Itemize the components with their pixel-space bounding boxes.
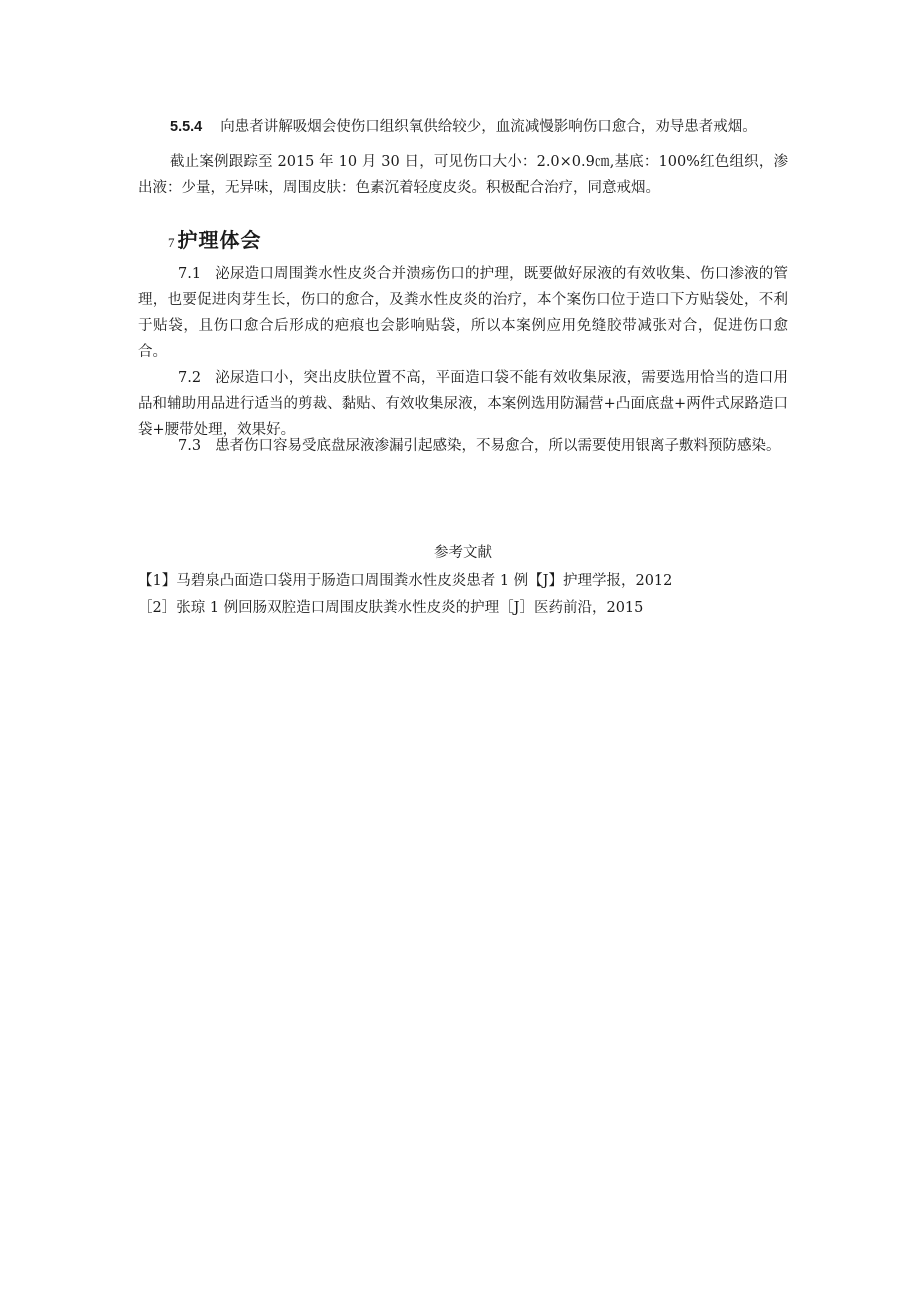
reference-entry: ［2］张琼 1 例回肠双腔造口周围皮肤粪水性皮炎的护理［J］医药前沿，2015 xyxy=(138,600,644,616)
paragraph-text: 患者伤口容易受底盘尿液渗漏引起感染，不易愈合，所以需要使用银离子敷料预防感染。 xyxy=(215,438,781,454)
paragraph-followup xyxy=(138,149,788,201)
item-number: 7.2 xyxy=(178,370,202,386)
heading-number: 7 xyxy=(168,235,175,250)
paragraph-7-1 xyxy=(138,261,788,365)
section-heading xyxy=(168,226,262,257)
reference-entry: 【1】马碧泉凸面造口袋用于肠造口周围粪水性皮炎患者 1 例【J】护理学报，2012 xyxy=(138,573,673,589)
section-number: 5.5.4 xyxy=(170,119,203,135)
heading-title: 护理体会 xyxy=(177,228,262,252)
paragraph-7-2 xyxy=(138,365,788,443)
references-title: 参考文献 xyxy=(434,545,492,561)
item-number: 7.1 xyxy=(178,266,202,282)
paragraph-5-5-4 xyxy=(138,114,788,140)
item-number: 7.3 xyxy=(178,438,202,454)
paragraph-text: 截止案例跟踪至 2015 年 10 月 30 日，可见伤口大小：2.0×0.9㎝,基底：100%红色组织，渗出液：少量，无异味，周围皮肤：色素沉着轻度皮炎。积极配合治疗，同意戒烟。 xyxy=(138,154,788,196)
paragraph-7-3 xyxy=(138,433,788,459)
paragraph-text: 泌尿造口周围粪水性皮炎合并溃疡伤口的护理，既要做好尿液的有效收集、伤口渗液的管理，也要促进肉芽生长，伤口的愈合，及粪水性皮炎的治疗，本个案伤口位于造口下方贴袋处，不利于贴袋，且伤口愈合后形成的疤痕也会影响贴袋，所以本案例应用免缝胶带减张对合，促进伤口愈合。 xyxy=(138,266,788,360)
paragraph-text: 向患者讲解吸烟会使伤口组织氧供给较少，血流减慢影响伤口愈合，劝导患者戒烟。 xyxy=(220,119,757,135)
paragraph-text: 泌尿造口小，突出皮肤位置不高，平面造口袋不能有效收集尿液，需要选用恰当的造口用品和辅助用品进行适当的剪裁、黏贴、有效收集尿液，本案例选用防漏营+凸面底盘+两件式尿路造口袋+腰带处理，效果好。 xyxy=(138,370,788,438)
